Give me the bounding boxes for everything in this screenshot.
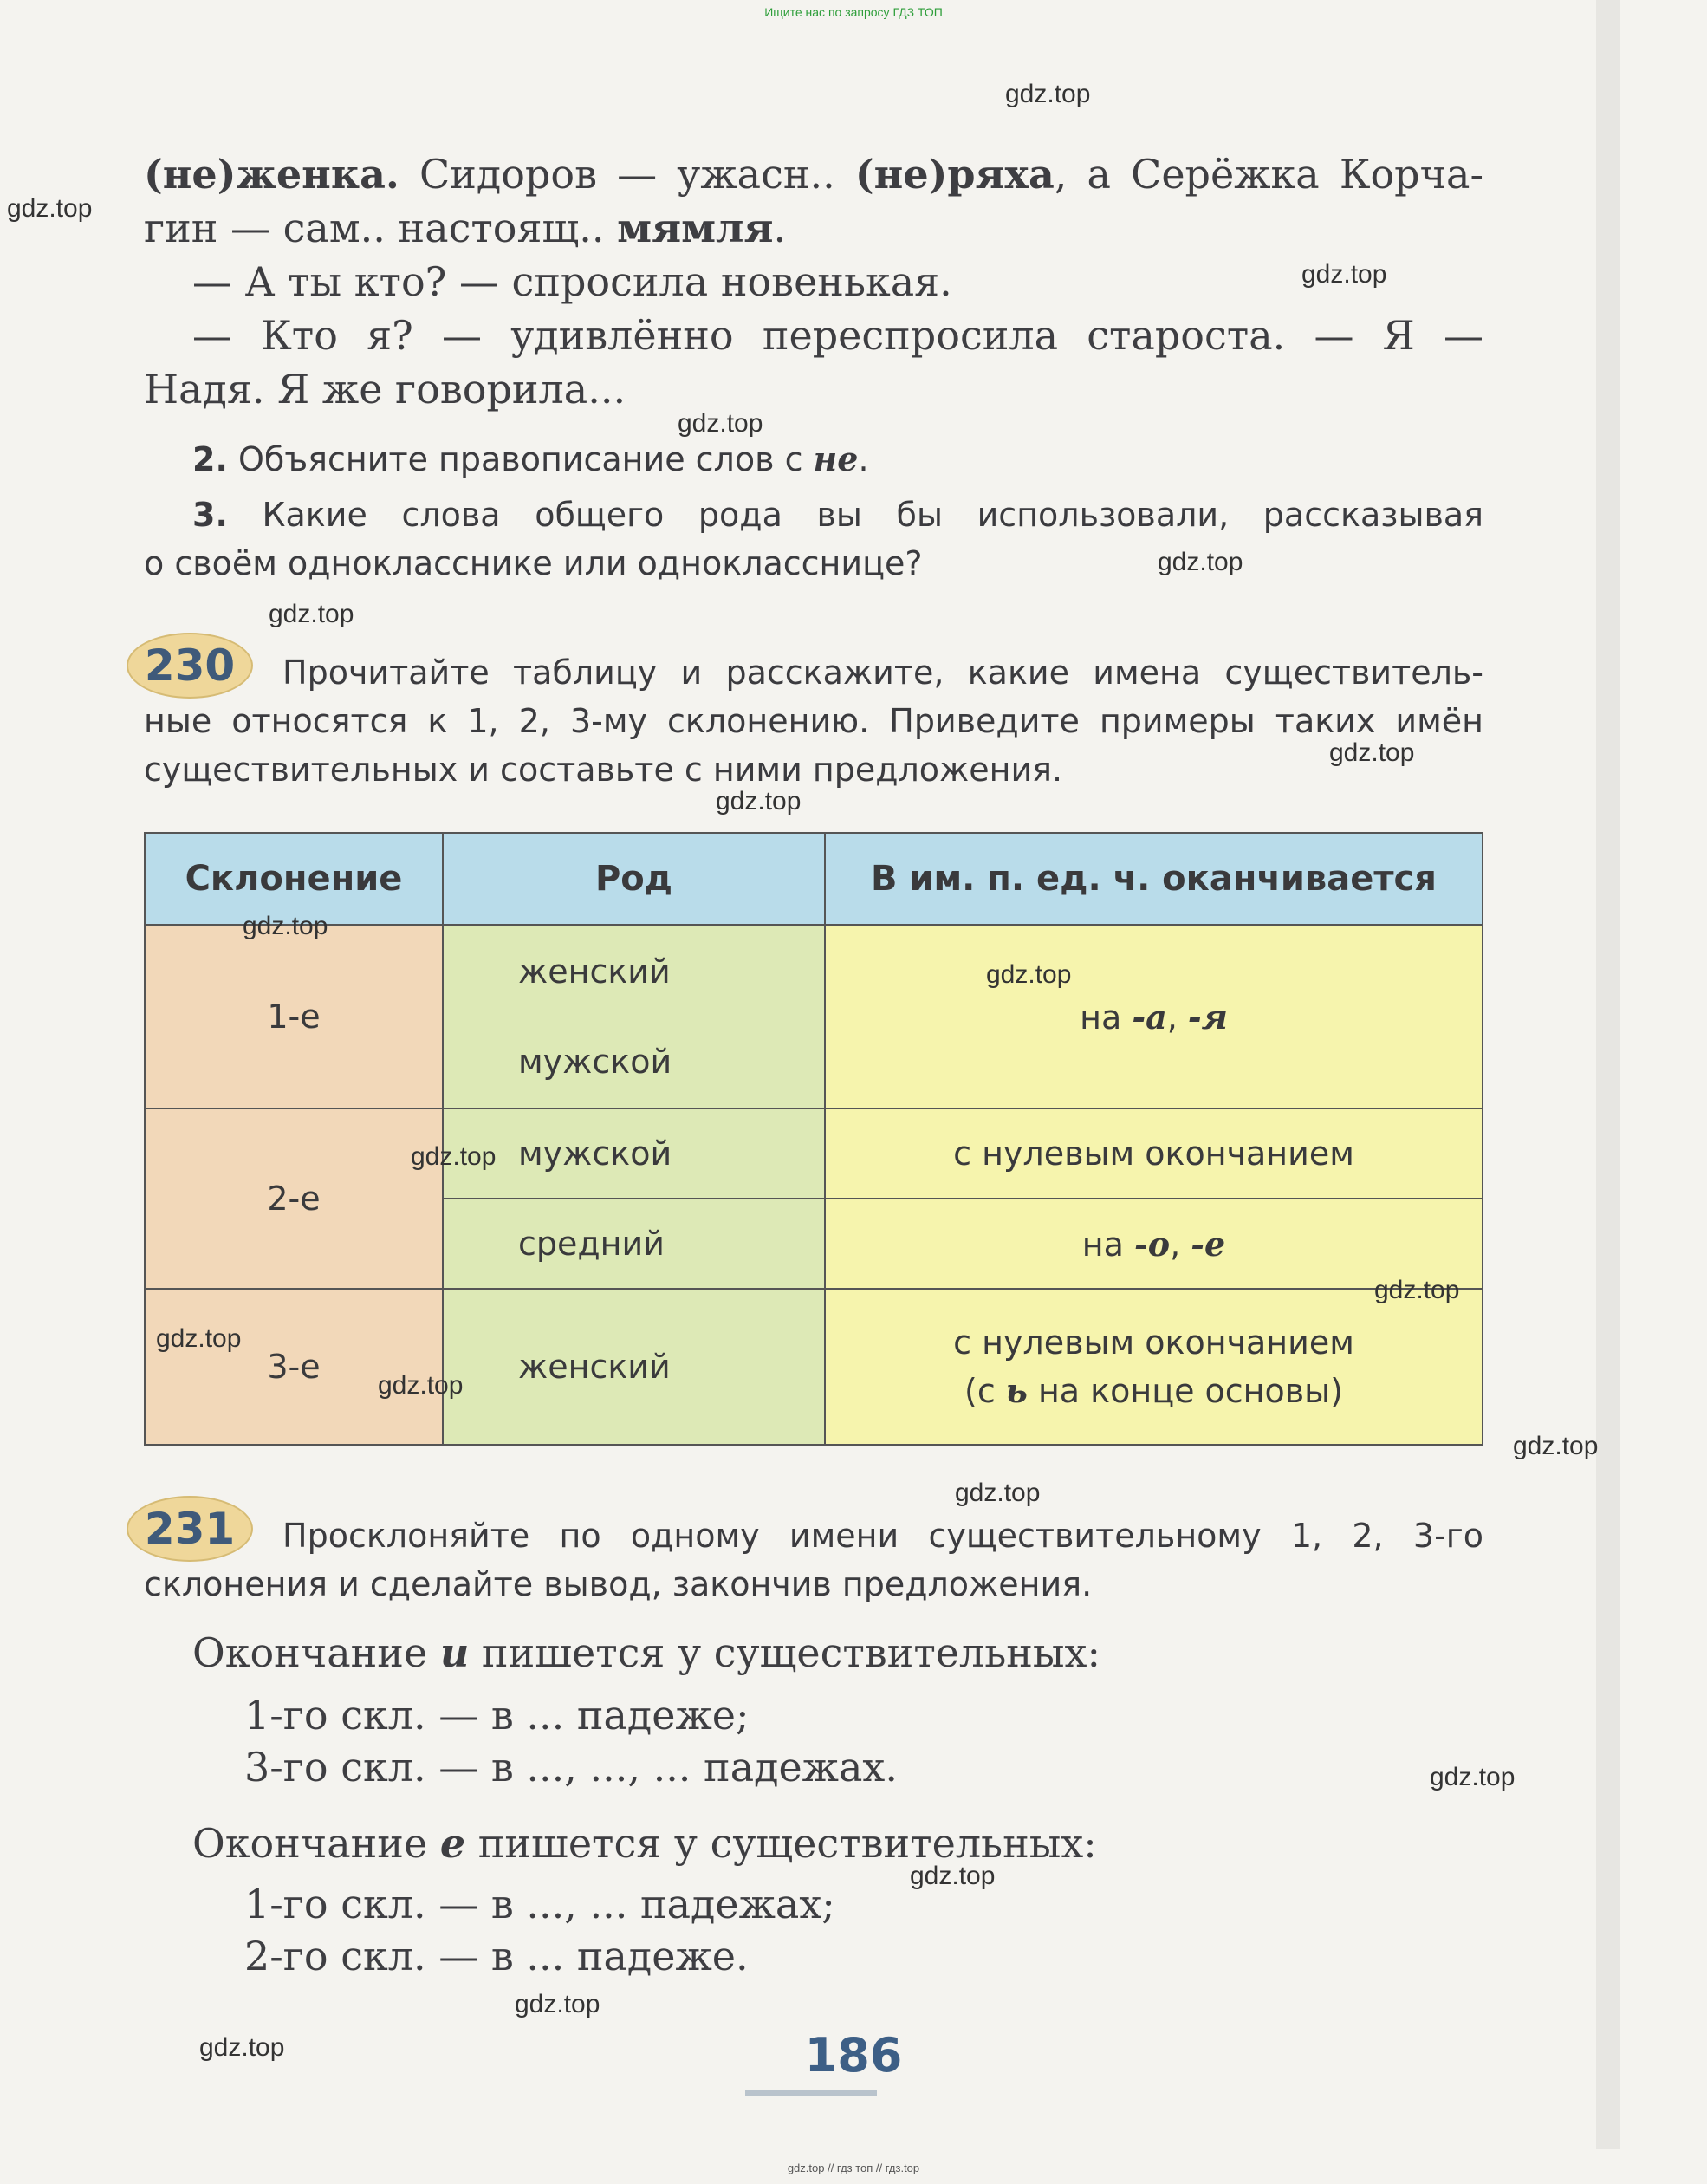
bold-word: (не)женка. xyxy=(144,151,399,198)
table-row xyxy=(145,1289,1483,1445)
text: , xyxy=(1166,998,1188,1037)
italic-word: не xyxy=(813,439,859,478)
task-3-line-2: о своём однокласснике или однокласснице? xyxy=(144,544,923,582)
rule-e-line-1: 1-го скл. — в ..., ... падежах; xyxy=(244,1881,835,1927)
watermark: gdz.top xyxy=(7,194,93,223)
footer-links: gdz.top // гдз топ // гдз.top xyxy=(787,2161,920,2174)
table-header-row xyxy=(145,833,1483,925)
task-number: 2. xyxy=(192,440,228,478)
story-line-2 xyxy=(144,201,786,255)
story-line-3: — А ты кто? — спросила новенькая. xyxy=(192,258,952,305)
bold-word: (не)ряха xyxy=(854,151,1055,198)
header-gender: Род xyxy=(443,833,825,925)
gender-cell: мужской xyxy=(443,1108,825,1199)
table-row xyxy=(145,925,1483,1108)
text: . xyxy=(773,205,787,251)
watermark: gdz.top xyxy=(156,1324,242,1353)
rule-e-line-2: 2-го скл. — в ... падеже. xyxy=(244,1933,749,1979)
gender-cell: средний xyxy=(443,1199,825,1289)
ex231-line-1: Просклоняйте по одному имени существительному 1, 2, 3-го xyxy=(282,1517,1483,1555)
watermark: gdz.top xyxy=(910,1862,996,1890)
ex230-line-2: ные относятся к 1, 2, 3-му склонению. Приведите примеры таких имён xyxy=(144,702,1483,740)
watermark: gdz.top xyxy=(378,1371,464,1400)
task-number: 3. xyxy=(192,496,228,534)
text: Какие слова общего рода вы бы использовали, рассказывая xyxy=(227,496,1483,534)
watermark: gdz.top xyxy=(1513,1432,1599,1460)
table-row xyxy=(145,1108,1483,1199)
ending-letter: е xyxy=(439,1820,466,1867)
page-edge xyxy=(1596,0,1620,2149)
story-line-1 xyxy=(144,147,1483,201)
task-3-line-1 xyxy=(192,491,1483,539)
declension-table xyxy=(144,832,1483,1446)
story-line-5: Надя. Я же говорила... xyxy=(144,366,626,413)
watermark: gdz.top xyxy=(411,1142,497,1171)
ending-letter: -я xyxy=(1187,997,1228,1037)
text: пишется у существительных: xyxy=(465,1820,1097,1867)
watermark: gdz.top xyxy=(1005,80,1091,108)
search-hint: Ищите нас по запросу ГДЗ ТОП xyxy=(764,5,943,19)
header-declension: Склонение xyxy=(145,833,443,925)
exercise-number-231: 231 xyxy=(127,1496,253,1562)
watermark: gdz.top xyxy=(199,2033,285,2062)
story-line-4: — Кто я? — удивлённо переспросила староста. — Я — xyxy=(192,312,1483,359)
declension-cell: 2-е xyxy=(145,1108,443,1289)
watermark: gdz.top xyxy=(1158,548,1243,576)
bold-word: мямля xyxy=(617,205,774,251)
watermark: gdz.top xyxy=(1301,260,1387,289)
text: , а Серёжка Корча- xyxy=(1054,151,1483,198)
task-2 xyxy=(192,435,869,484)
page-number: 186 xyxy=(804,2028,903,2083)
watermark: gdz.top xyxy=(678,409,763,438)
gender-cell xyxy=(443,925,825,1108)
text: Окончание xyxy=(192,1820,440,1867)
watermark: gdz.top xyxy=(269,600,354,628)
gender-value: мужской xyxy=(518,1043,672,1081)
watermark: gdz.top xyxy=(1329,738,1415,767)
ending-cell: с нулевым окончанием xyxy=(825,1108,1483,1199)
soft-sign: ь xyxy=(1005,1371,1028,1410)
text: гин — сам.. настоящ.. xyxy=(144,205,618,251)
header-ending: В им. п. ед. ч. оканчивается xyxy=(825,833,1483,925)
gender-cell: женский xyxy=(443,1289,825,1445)
ending-letter: -о xyxy=(1133,1224,1171,1264)
rule-i-title xyxy=(192,1626,1100,1680)
ending-cell xyxy=(825,925,1483,1108)
ending-letter: -а xyxy=(1132,997,1167,1037)
watermark: gdz.top xyxy=(986,960,1072,989)
declension-cell: 1-е xyxy=(145,925,443,1108)
rule-i-line-1: 1-го скл. — в ... падеже; xyxy=(244,1692,750,1739)
ending-value: с нулевым окончанием xyxy=(953,1323,1354,1362)
exercise-number-230: 230 xyxy=(127,633,253,699)
ending-letter: -е xyxy=(1191,1224,1226,1264)
text: . xyxy=(858,440,869,478)
ex231-line-2: склонения и сделайте вывод, закончив предложения. xyxy=(144,1565,1093,1603)
watermark: gdz.top xyxy=(515,1990,600,2018)
text: на xyxy=(1080,998,1133,1037)
ending-cell xyxy=(825,1289,1483,1445)
watermark: gdz.top xyxy=(1430,1763,1516,1791)
ending-letter: и xyxy=(439,1629,470,1676)
gender-value: женский xyxy=(518,952,671,991)
text: на конце основы) xyxy=(1027,1372,1343,1410)
watermark: gdz.top xyxy=(716,787,802,816)
ending-value xyxy=(827,1367,1481,1415)
ex230-line-1: Прочитайте таблицу и расскажите, какие имена существитель- xyxy=(282,653,1483,692)
text: , xyxy=(1170,1225,1191,1264)
watermark: gdz.top xyxy=(1374,1276,1460,1304)
rule-i-line-2: 3-го скл. — в ..., ..., ... падежах. xyxy=(244,1744,898,1791)
declension-cell: 3-е xyxy=(145,1289,443,1445)
text: Окончание xyxy=(192,1629,440,1676)
text: на xyxy=(1081,1225,1134,1264)
ex230-line-3: существительных и составьте с ними предложения. xyxy=(144,751,1063,789)
page-number-underline xyxy=(745,2090,877,2096)
text: пишется у существительных: xyxy=(469,1629,1100,1676)
text: Объясните правописание слов с xyxy=(227,440,814,478)
text: Сидоров — ужасн.. xyxy=(399,151,855,198)
text: (с xyxy=(964,1372,1006,1410)
watermark: gdz.top xyxy=(243,912,328,940)
watermark: gdz.top xyxy=(955,1479,1041,1507)
